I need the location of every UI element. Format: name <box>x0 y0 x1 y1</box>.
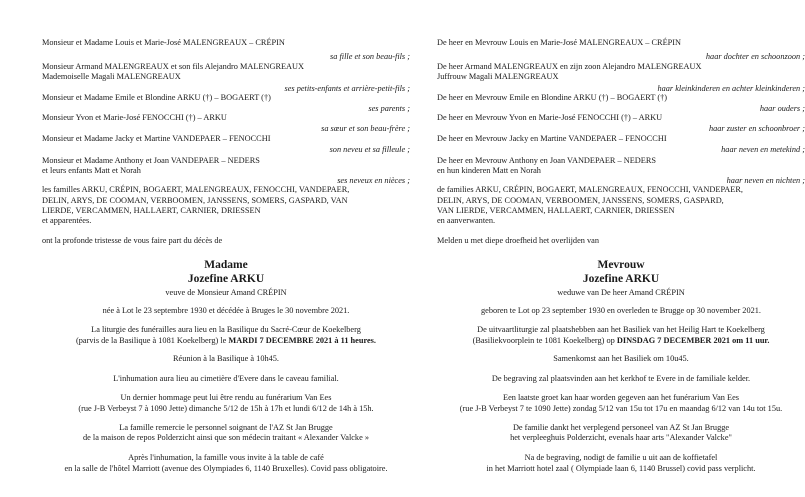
liturgy-line: La liturgie des funérailles aura lieu en la Basilique du Sacré-Cœur de Koekelberg <box>91 325 361 334</box>
birth-death-line: née à Lot le 23 septembre 1930 et décédée à Bruges le 30 novembre 2021. <box>102 306 350 315</box>
liturgy-date: DINSDAG 7 DECEMBER 2021 om 11 uur. <box>616 336 770 345</box>
family-line: Monsieur et Madame Emile et Blondine ARKU (†) – BOGAERT (†) <box>42 93 271 102</box>
homage-line: (rue J-B Verbeyst 7 à 1090 Jette) dimanche 5/12 de 15h à 17h et lundi 6/12 de 14h à 15h. <box>78 404 374 413</box>
relation-line: sa fille et son beau-fils ; <box>330 52 410 61</box>
thanks-line: het verpleeghuis Polderzicht, evenals haar arts "Alexander Valcke" <box>510 433 732 442</box>
family-line: De heer en Mevrouw Yvon en Marie-José FENOCCHI (†) – ARKU <box>437 113 663 122</box>
liturgy-line: De uitvaartliturgie zal plaatshebben aan het Basiliek van het Heilig Hart te Koekelberg <box>477 325 765 334</box>
thanks-line: La famille remercie le personnel soignant de l'AZ St Jan Brugge <box>119 423 333 432</box>
french-column <box>42 0 410 497</box>
thanks-line: De familie dankt het verplegend personeel van AZ St Jan Brugge <box>512 423 730 432</box>
family-line: De heer en Mevrouw Louis en Marie-José MALENGREAUX – CRÉPIN <box>437 38 682 47</box>
family-line: en hun kinderen Matt en Norah <box>437 166 541 175</box>
burial-line: De begraving zal plaatsvinden aan het kerkhof te Evere in de familiale kelder. <box>491 374 751 383</box>
deceased-name: Jozefine ARKU <box>187 273 265 285</box>
meeting-line: Réunion à la Basilique à 10h45. <box>173 354 279 363</box>
deceased-name: Jozefine ARKU <box>582 273 660 285</box>
family-line: Mademoiselle Magali MALENGREAUX <box>42 72 181 81</box>
meeting-line: Samenkomst aan het Basiliek om 10u45. <box>553 354 689 363</box>
burial-line: L'inhumation aura lieu au cimetière d'Evere dans le caveau familial. <box>113 374 339 383</box>
family-line: De heer Armand MALENGREAUX en zijn zoon Alejandro MALENGREAUX <box>437 62 702 71</box>
liturgy-place: (parvis de la Basilique à 1081 Koekelberg) le <box>76 336 229 345</box>
relation-line: haar neven en nichten ; <box>726 176 805 185</box>
other-families-line: DELIN, ARYS, DE COOMAN, VERBOOMEN, JANSSENS, SOMERS, GASPARD, <box>437 196 724 205</box>
reception-line: en la salle de l'hôtel Marriott (avenue des Olympiades 6, 1140 Bruxelles). Covid pass obligatoire. <box>64 464 388 473</box>
liturgy-line <box>42 336 410 347</box>
other-families-line: LIERDE, VERCAMMEN, HALLAERT, CARNIER, DRIESSEN <box>42 206 261 215</box>
widow-line: weduwe van De heer Amand CRÉPIN <box>557 288 685 297</box>
relation-line: haar zuster en schoonbroer ; <box>708 124 805 133</box>
announcement: Melden u met diepe droefheid het overlijden van <box>437 236 599 245</box>
family-line: De heer en Mevrouw Emile en Blondine ARKU (†) – BOGAERT (†) <box>437 93 668 102</box>
relation-line: haar neven en metekind ; <box>721 145 805 154</box>
family-line: Monsieur et Madame Louis et Marie-José MALENGREAUX – CRÉPIN <box>42 38 285 47</box>
relation-line: haar kleinkinderen en achter kleinkinderen ; <box>657 84 805 93</box>
homage-line: Een laatste groet kan haar worden gegeven aan het funérarium Van Ees <box>503 393 739 402</box>
relation-line: ses petits-enfants et arrière-petit-fils ; <box>284 84 410 93</box>
family-line: Monsieur et Madame Anthony et Joan VANDEPAER – NEDERS <box>42 156 260 165</box>
relation-line: sa sœur et son beau-frère ; <box>321 124 410 133</box>
deceased-title: Mevrouw <box>597 259 645 271</box>
homage-line: Un dernier hommage peut lui être rendu au funérarium Van Ees <box>120 393 332 402</box>
other-families-line: DELIN, ARYS, DE COOMAN, VERBOOMEN, JANSSENS, SOMERS, GASPARD, VAN <box>42 196 348 205</box>
family-line: Monsieur Armand MALENGREAUX et son fils Alejandro MALENGREAUX <box>42 62 305 71</box>
widow-line: veuve de Monsieur Amand CRÉPIN <box>165 288 287 297</box>
family-line: et leurs enfants Matt et Norah <box>42 166 141 175</box>
other-families-line: les familles ARKU, CRÉPIN, BOGAERT, MALENGREAUX, FENOCCHI, VANDEPAER, <box>42 185 350 194</box>
relation-line: haar dochter en schoonzoon ; <box>705 52 805 61</box>
liturgy-place: (Basiliekvoorplein te 1081 Koekelberg) op <box>472 336 617 345</box>
reception-line: Après l'inhumation, la famille vous invite à la table de café <box>128 453 324 462</box>
thanks-line: de la maison de repos Polderzicht ainsi que son médecin traitant « Alexander Valcke » <box>82 433 369 442</box>
deceased-title: Madame <box>204 259 248 271</box>
relation-line: son neveu et sa filleule ; <box>329 145 410 154</box>
family-line: De heer en Mevrouw Anthony en Joan VANDEPAER – NEDERS <box>437 156 657 165</box>
other-families-line: de families ARKU, CRÉPIN, BOGAERT, MALENGREAUX, FENOCCHI, VANDEPAER, <box>437 185 743 194</box>
family-line: Monsieur Yvon et Marie-José FENOCCHI (†) – ARKU <box>42 113 227 122</box>
relation-line: haar ouders ; <box>759 104 805 113</box>
family-line: Monsieur et Madame Jacky et Martine VANDEPAER – FENOCCHI <box>42 134 271 143</box>
other-families-line: VAN LIERDE, VERCAMMEN, HALLAERT, CARNIER, DRIESSEN <box>437 206 675 215</box>
family-line: De heer en Mevrouw Jacky en Martine VANDEPAER – FENOCCHI <box>437 134 667 143</box>
family-line: Juffrouw Magali MALENGREAUX <box>437 72 559 81</box>
reception-line: in het Marriott hotel zaal ( Olympiade laan 6, 1140 Brussel) covid pass verplicht. <box>486 464 756 473</box>
birth-death-line: geboren te Lot op 23 september 1930 en overleden te Brugge op 30 november 2021. <box>481 306 761 315</box>
homage-line: (rue J-B Verbeyst 7 te 1090 Jette) zondag 5/12 van 15u tot 17u en maandag 6/12 van 14u tot 15u. <box>459 404 783 413</box>
relation-line: ses neveux en nièces ; <box>337 176 410 185</box>
liturgy-line <box>437 336 805 347</box>
reception-line: Na de begraving, nodigt de familie u uit aan de koffietafel <box>524 453 718 462</box>
liturgy-date: MARDI 7 DECEMBRE 2021 à 11 heures. <box>228 336 376 345</box>
other-families-line: en aanverwanten. <box>437 216 496 225</box>
relation-line: ses parents ; <box>368 104 410 113</box>
other-families-line: et apparentées. <box>42 216 92 225</box>
dutch-column <box>437 0 805 497</box>
announcement: ont la profonde tristesse de vous faire part du décès de <box>42 236 223 245</box>
